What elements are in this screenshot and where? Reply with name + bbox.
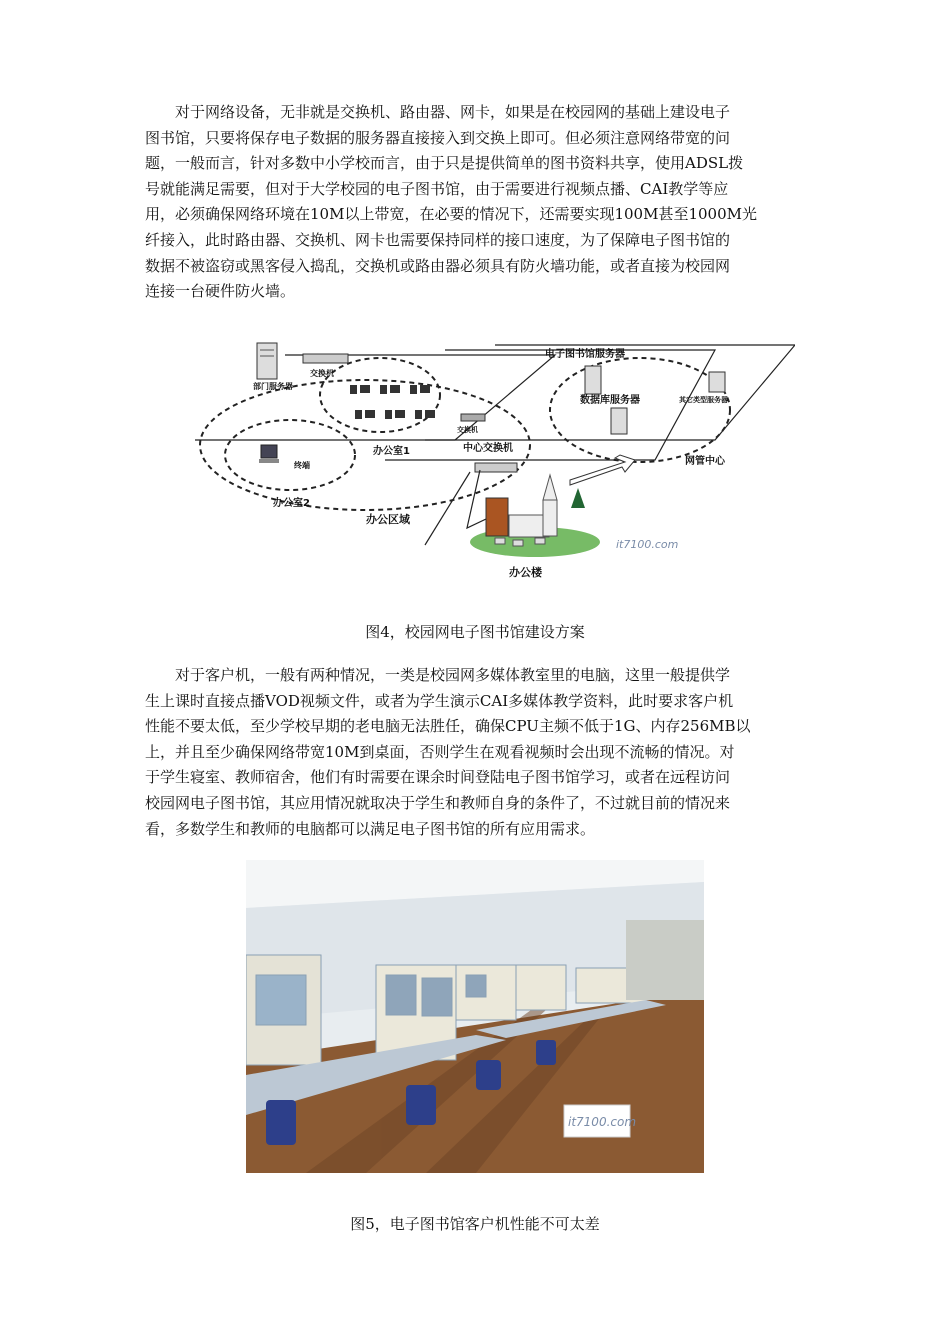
terminal-label: 终端 [294,461,310,470]
office-area-label: 办公区域 [366,513,410,526]
other-server-icon [709,372,725,392]
computer-room-photo [246,860,704,1173]
figure4-caption: 图4，校园网电子图书馆建设方案 [365,623,585,641]
noc-label: 网管中心 [685,456,725,467]
paragraph-line: 纤接入，此时路由器、交换机、网卡也需要保持同样的接口速度，为了保障电子图书馆的 [145,230,731,249]
paragraph-line: 于学生寝室、教师宿舍，他们有时需要在课余时间登陆电子图书馆学习，或者在远程访问 [145,768,731,787]
paragraph-line: 题，一般而言，针对多数中小学校而言，由于只是提供简单的图书资料共享，使用ADSL拨 [145,154,744,173]
paragraph-2 [145,663,805,842]
noc-ellipse [550,358,730,462]
office-building-label: 办公楼 [509,566,542,579]
paragraph-line: 数据不被盗窃或黑客侵入捣乱，交换机或路由器必须具有防火墙功能，或者直接为校园网 [145,256,731,275]
paragraph-line: 连接一台硬件防火墙。 [145,282,296,301]
diagram-watermark: it7100.com [616,538,679,551]
photo-watermark: it7100.com [568,1115,637,1129]
office1-label: 办公室1 [373,446,410,457]
core-switch-icon [475,463,517,472]
paragraph-line: 校园网电子图书馆，其应用情况就取决于学生和教师自身的条件了，不过就目前的情况来 [145,793,731,812]
office2-ellipse [225,420,355,490]
paragraph-line: 上，并且至少确保网络带宽10M到桌面，否则学生在观看视频时会出现不流畅的情况。对 [145,742,735,761]
figure5-caption: 图5，电子图书馆客户机性能不可太差 [350,1215,600,1233]
campus-network-diagram [195,330,795,585]
switch-label: 交换机 [310,369,334,378]
paragraph-1 [145,100,805,305]
office1-ellipse [320,358,440,432]
paragraph-line: 生上课时直接点播VOD视频文件，或者为学生演示CAI多媒体教学资料，此时要求客户机 [145,691,734,710]
db-server-label: 数据库服务器 [580,395,640,406]
dept-server-label: 部门服务器 [253,382,293,391]
paragraph-line: 性能不要太低，至少学校早期的老电脑无法胜任，确保CPU主频不低于1G、内存256MB以 [145,717,751,736]
dept-server-icon [257,343,277,379]
office1-pc-icons [350,385,435,419]
other-server-label: 其它类型服务器 [679,396,728,404]
switch-icon [303,354,348,363]
central-switch-icon [461,414,485,421]
small-switch-label: 交换机 [457,426,478,434]
paragraph-line: 对于网络设备，无非就是交换机、路由器、网卡，如果是在校园网的基础上建设电子 [175,103,731,121]
paragraph-line: 看，多数学生和教师的电脑都可以满足电子图书馆的所有应用需求。 [145,819,596,838]
paragraph-line: 号就能满足需要，但对于大学校园的电子图书馆，由于需要进行视频点播、CAI教学等应 [145,179,729,198]
library-servers-label: 电子图书馆服务器 [545,349,625,360]
paragraph-line: 用，必须确保网络环境在10M以上带宽，在必要的情况下，还需要实现100M甚至1000M光 [145,205,757,224]
paragraph-line: 对于客户机，一般有两种情况，一类是校园网多媒体教室里的电脑，这里一般提供学 [175,666,731,684]
terminal-icon [259,445,279,463]
paragraph-line: 图书馆，只要将保存电子数据的服务器直接接入到交换上即可。但必须注意网络带宽的问 [145,128,731,147]
office2-label: 办公室2 [273,498,310,509]
office-building-icon [470,475,600,557]
central-switch-label: 中心交换机 [463,443,513,454]
